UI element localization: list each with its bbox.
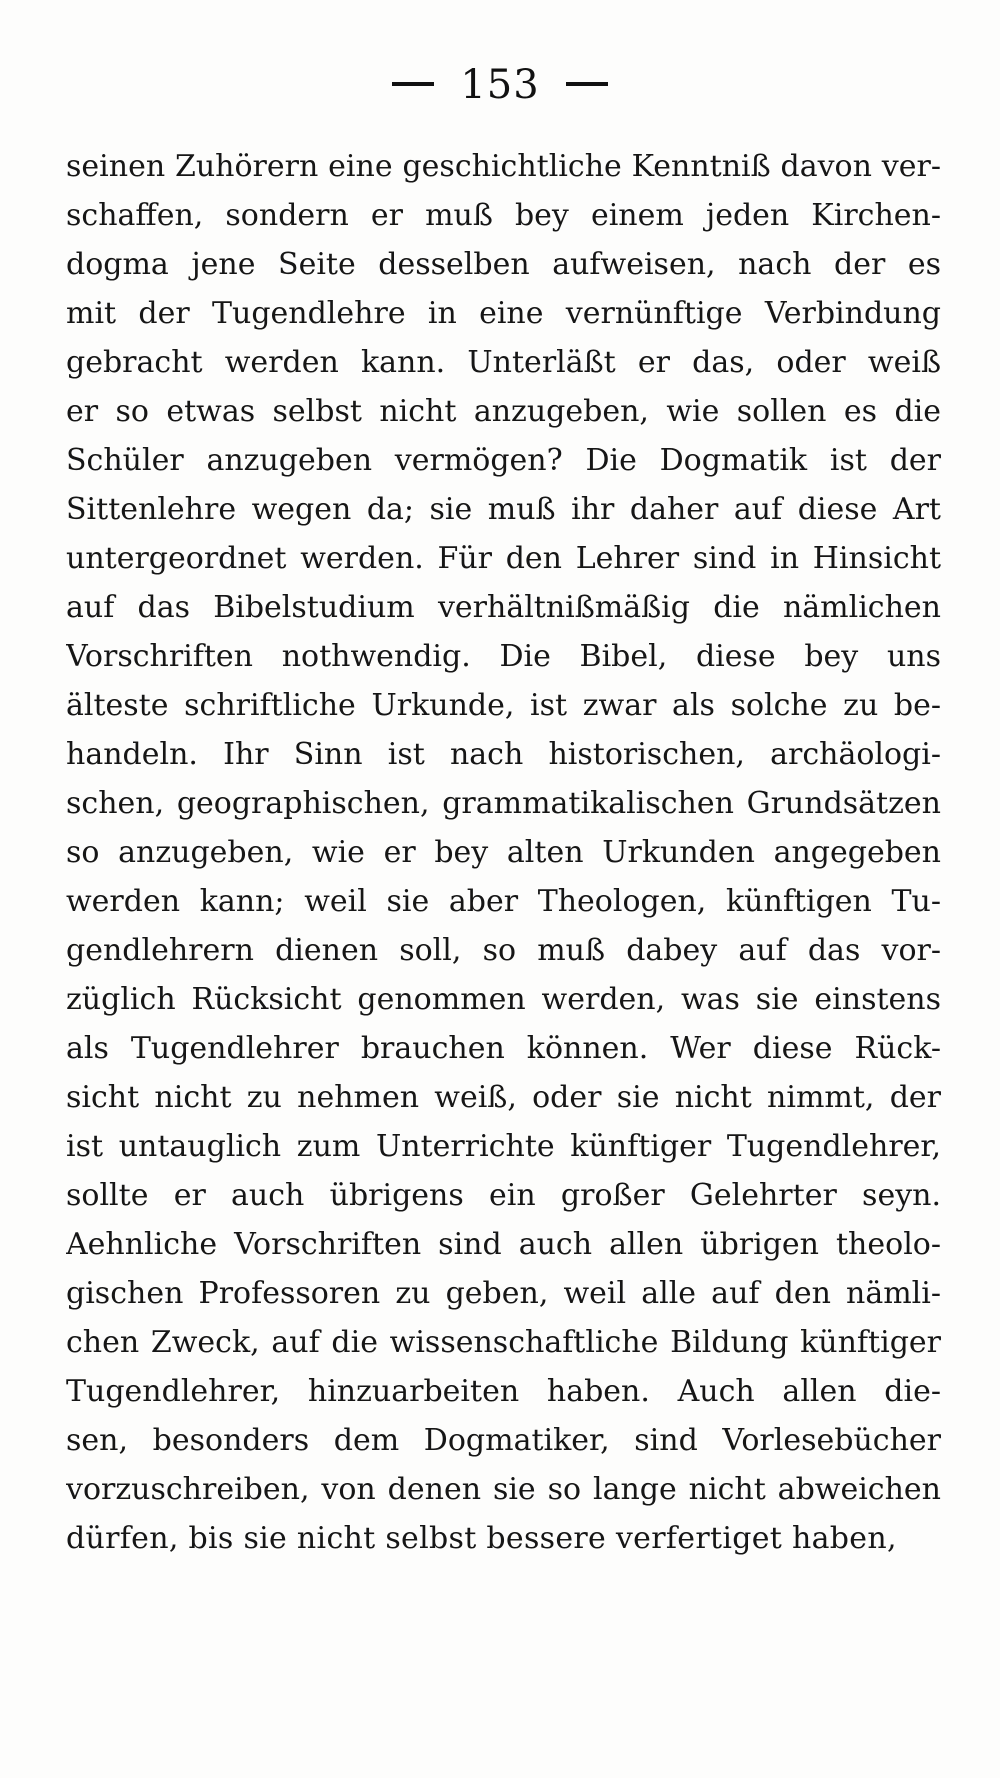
text-line: gebracht werden kann. Unterläßt er das, oder weiß	[66, 345, 941, 380]
text-line: gischen Professoren zu geben, weil alle auf den nämli-	[66, 1276, 941, 1311]
text-line: schen, geographischen, grammatikalischen Grundsätzen	[66, 786, 941, 821]
body-text	[66, 142, 941, 1563]
text-line: untergeordnet werden. Für den Lehrer sind in Hinsicht	[66, 541, 941, 576]
header-left-dash	[392, 82, 434, 86]
text-line: ist untauglich zum Unterrichte künftiger Tugendlehrer,	[66, 1129, 941, 1164]
text-line: sen, besonders dem Dogmatiker, sind Vorlesebücher	[66, 1423, 941, 1458]
text-line: dürfen, bis sie nicht selbst bessere verfertiget haben,	[66, 1521, 897, 1556]
text-line: Tugendlehrer, hinzuarbeiten haben. Auch allen die-	[66, 1374, 941, 1409]
text-line: sicht nicht zu nehmen weiß, oder sie nicht nimmt, der	[66, 1080, 941, 1115]
text-line: handeln. Ihr Sinn ist nach historischen, archäologi-	[66, 737, 941, 772]
header-right-dash	[566, 82, 608, 86]
text-line: Schüler anzugeben vermögen? Die Dogmatik ist der	[66, 443, 941, 478]
text-line: gendlehrern dienen soll, so muß dabey auf das vor-	[66, 933, 941, 968]
text-line: dogma jene Seite desselben aufweisen, nach der es	[66, 247, 941, 282]
text-line: älteste schriftliche Urkunde, ist zwar als solche zu be-	[66, 688, 941, 723]
text-line: seinen Zuhörern eine geschichtliche Kenntniß davon ver-	[66, 149, 941, 184]
text-line: Sittenlehre wegen da; sie muß ihr daher auf diese Art	[66, 492, 941, 527]
text-line: Aehnliche Vorschriften sind auch allen übrigen theolo-	[66, 1227, 941, 1262]
text-line: chen Zweck, auf die wissenschaftliche Bildung künftiger	[66, 1325, 941, 1360]
text-line: züglich Rücksicht genommen werden, was sie einstens	[66, 982, 941, 1017]
text-line: als Tugendlehrer brauchen können. Wer diese Rück-	[66, 1031, 941, 1066]
text-line: schaffen, sondern er muß bey einem jeden Kirchen-	[66, 198, 941, 233]
text-line: Vorschriften nothwendig. Die Bibel, diese bey uns	[66, 639, 941, 674]
text-line: so anzugeben, wie er bey alten Urkunden angegeben	[66, 835, 941, 870]
text-line: vorzuschreiben, von denen sie so lange nicht abweichen	[66, 1472, 941, 1507]
text-line: auf das Bibelstudium verhältnißmäßig die nämlichen	[66, 590, 941, 625]
text-line: mit der Tugendlehre in eine vernünftige Verbindung	[66, 296, 941, 331]
page-number: 153	[460, 62, 540, 108]
text-line: er so etwas selbst nicht anzugeben, wie sollen es die	[66, 394, 941, 429]
text-line: werden kann; weil sie aber Theologen, künftigen Tu-	[66, 884, 941, 919]
text-line: sollte er auch übrigens ein großer Gelehrter seyn.	[66, 1178, 941, 1213]
page-header	[0, 62, 1000, 108]
